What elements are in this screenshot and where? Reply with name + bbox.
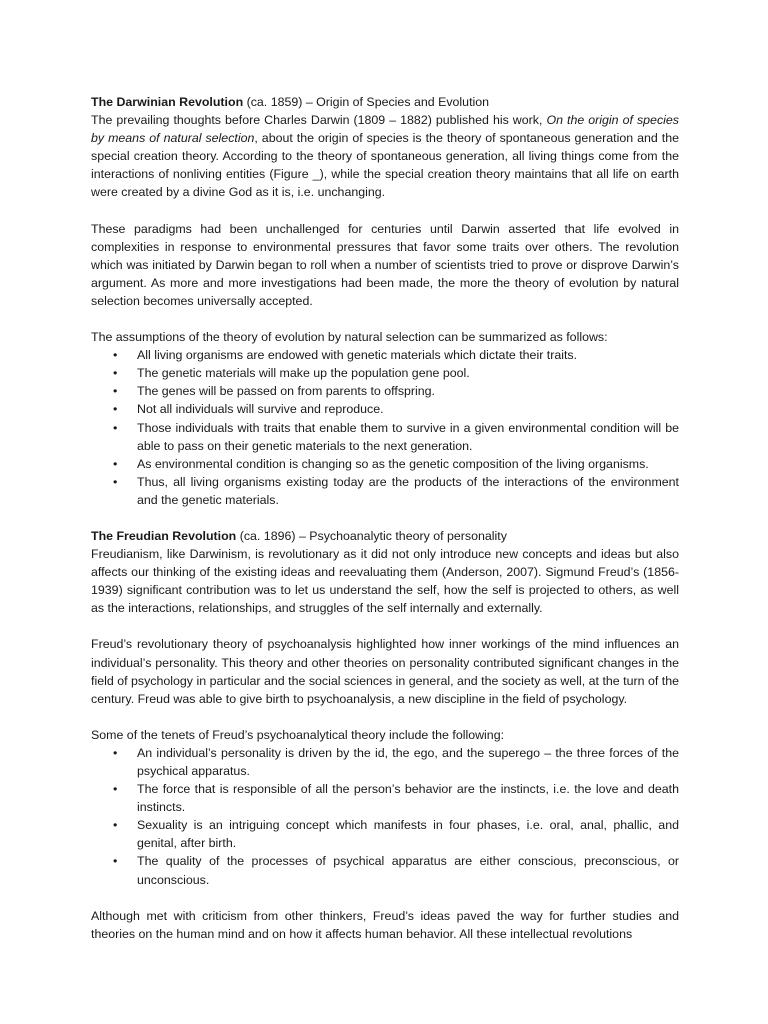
list-item [91,382,679,400]
paragraph-psychoanalysis: Freud’s revolutionary theory of psychoanalysis highlighted how inner workings of the mind influences an individual’s personality. This theory and other theories on personality contributed significant changes in the field of psychology in particular and the social sciences in general, and the society as well, at the turn of the century. Freud was able to give birth to psychoanalysis, a new discipline in the field of psychology. [91,637,679,706]
paragraph-text: , about the origin of species is the theory of spontaneous generation and the special creation theory. According to the theory of spontaneous generation, all living things come from the interactions of nonliving entities (Figure _), while the special creation theory maintains that all life on earth were created by a divine God as it is, i.e. unchanging. [91,131,679,200]
section-heading-darwinian [91,93,679,111]
list-intro-assumptions: The assumptions of the theory of evolution by natural selection can be summarized as follows: [91,330,608,345]
list-item [91,816,679,852]
list-item-text: The genetic materials will make up the population gene pool. [137,366,470,381]
list-item-text: All living organisms are endowed with genetic materials which dictate their traits. [137,348,578,363]
list-item [91,473,679,509]
bullet-icon: • [113,782,118,797]
list-item-text: Sexuality is an intriguing concept which manifests in four phases, i.e. oral, anal, phallic, and genital, after birth. [137,818,679,851]
section-heading-freudian [91,527,679,545]
list-item-text: As environmental condition is changing so as the genetic composition of the living organisms. [137,456,649,471]
list-item [91,780,679,816]
heading-bold-text: The Darwinian Revolution [91,95,244,109]
bullet-icon: • [113,348,118,363]
assumptions-list [91,346,679,509]
document-body [91,93,679,943]
paragraph-text: The prevailing thoughts before Charles Darwin (1809 – 1882) published his work, [91,113,547,128]
bullet-icon: • [113,402,118,417]
bullet-icon: • [113,854,118,869]
list-item-text: An individual’s personality is driven by the id, the ego, and the superego – the three forces of the psychical apparatus. [137,745,679,778]
bullet-icon: • [113,420,118,435]
list-intro-tenets: Some of the tenets of Freud’s psychoanalytical theory include the following: [91,727,505,742]
bullet-icon: • [113,745,118,760]
paragraph-freudianism: Freudianism, like Darwinism, is revolutionary as it did not only introduce new concepts and ideas but also affects our thinking of the existing ideas and reevaluating them (Anderson, 2007). Sigmund Freud’s (1856-1939) significant contribution was to let us understand the self, how the self is projected to others, as well as the interactions, relationships, and struggles of the self internally and externally. [91,547,679,616]
bullet-icon: • [113,366,118,381]
bullet-icon: • [113,818,118,833]
list-item [91,364,679,382]
heading-rest-text: (ca. 1896) – Psychoanalytic theory of personality [236,528,507,543]
bullet-icon: • [113,456,118,471]
list-item [91,744,679,780]
tenets-list [91,744,679,889]
paragraph-darwin-intro [91,111,679,201]
list-item-text: Thus, all living organisms existing today are the products of the interactions of the environment and the genetic materials. [137,474,679,507]
list-item-text: The force that is responsible of all the person’s behavior are the instincts, i.e. the love and death instincts. [137,782,679,815]
bullet-icon: • [113,474,118,489]
list-item [91,419,679,455]
list-item-text: The genes will be passed on from parents to offspring. [137,384,436,399]
paragraph-paradigms: These paradigms had been unchallenged for centuries until Darwin asserted that life evolved in complexities in response to environmental pressures that favor some traits over others. The revolution which was initiated by Darwin began to roll when a number of scientists tried to prove or disprove Darwin’s argument. As more and more investigations had been made, the more the theory of evolution by natural selection becomes universally accepted. [91,221,679,308]
list-item-text: Not all individuals will survive and reproduce. [137,402,384,417]
list-item-text: Those individuals with traits that enable them to survive in a given environmental condition will be able to pass on their genetic materials to the next generation. [137,420,679,453]
heading-bold-text: The Freudian Revolution [91,528,237,543]
bullet-icon: • [113,384,118,399]
paragraph-closing: Although met with criticism from other thinkers, Freud’s ideas paved the way for further studies and theories on the human mind and on how it affects human behavior. All these intellectual revolutions [91,908,679,941]
list-item [91,346,679,364]
book-title-italic: On the origin of species by means of natural selection [91,113,679,146]
list-item [91,455,679,473]
heading-rest-text: (ca. 1859) – Origin of Species and Evolution [243,95,490,109]
list-item [91,852,679,888]
list-item-text: The quality of the processes of psychical apparatus are either conscious, preconscious, or unconscious. [137,854,679,887]
list-item [91,400,679,418]
